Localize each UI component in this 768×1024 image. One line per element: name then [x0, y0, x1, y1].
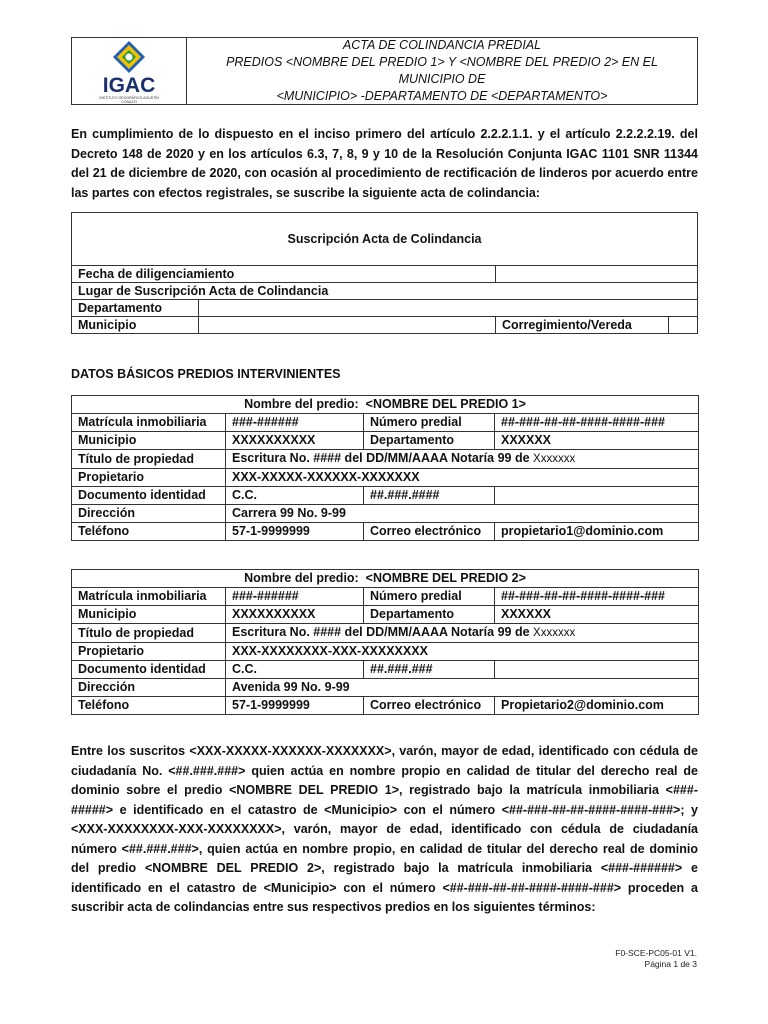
predio-2-municipio: XXXXXXXXXX	[226, 606, 364, 624]
telefono-label: Teléfono	[72, 697, 226, 715]
predio-1-caption	[72, 396, 699, 414]
predio-1-titulo-lugar: Xxxxxxx	[533, 453, 576, 465]
municipio-label: Municipio	[72, 317, 199, 334]
correo-label: Correo electrónico	[364, 697, 495, 715]
predio-1-correo: propietario1@dominio.com	[495, 523, 699, 541]
predio-1-telefono: 57-1-9999999	[226, 523, 364, 541]
documento-label: Documento identidad	[72, 487, 226, 505]
page-number: Página 1 de 3	[644, 959, 697, 969]
igac-emblem-icon	[112, 40, 146, 76]
document-footer	[615, 948, 697, 970]
document-header	[71, 37, 698, 105]
title-line-3: <MUNICIPIO> -DEPARTAMENTO DE <DEPARTAMENTO>	[276, 89, 608, 103]
lugar-label: Lugar de Suscripción Acta de Colindancia	[72, 283, 698, 300]
predio-2-name: <NOMBRE DEL PREDIO 2>	[365, 571, 526, 585]
predio-2-direccion: Avenida 99 No. 9-99	[226, 679, 699, 697]
title-line-2: PREDIOS <NOMBRE DEL PREDIO 1> Y <NOMBRE DEL PREDIO 2> EN EL MUNICIPIO DE	[226, 55, 658, 86]
municipio-label: Municipio	[72, 606, 226, 624]
body-paragraph: Entre los suscritos <XXX-XXXXX-XXXXXX-XXXXXXX>, varón, mayor de edad, identificado con cédula de ciudadanía No. <##.###.###> quien actúa en nombre propio en calidad de titular del derecho real de dominio sobre el predio <NOMBRE DEL PREDIO 1>, registrado bajo la matrícula inmobiliaria <###-#####> e identificado en el catastro de <Municipio> con el número <##-###-##-##-####-####-###>; y <XXX-XXXXXXXX-XXX-XXXXXXXX>, varón, mayor de edad, identificado con cédula de ciudadanía número <##.###.###>, quien actúa en nombre propio, en calidad de titular del derecho real de dominio del predio <NOMBRE DEL PREDIO 2>, registrado bajo la matrícula inmobiliaria <###-######> e identificado en el catastro de <Municipio> con el número <##-###-##-##-####-####-###> proceden a suscribir acta de colindancias entre sus respectivos predios en los siguientes términos:	[71, 744, 698, 914]
igac-logo	[72, 38, 187, 104]
correo-label: Correo electrónico	[364, 523, 495, 541]
numero-predial-label: Número predial	[364, 588, 495, 606]
predio-1-direccion: Carrera 99 No. 9-99	[226, 505, 699, 523]
direccion-label: Dirección	[72, 679, 226, 697]
municipio-label: Municipio	[72, 432, 226, 450]
propietario-label: Propietario	[72, 643, 226, 661]
departamento-label: Departamento	[364, 432, 495, 450]
nombre-predio-label: Nombre del predio:	[244, 571, 359, 585]
municipio-value[interactable]	[199, 317, 496, 334]
propietario-label: Propietario	[72, 469, 226, 487]
departamento-label: Departamento	[72, 300, 199, 317]
predio-2-matricula: ###-######	[226, 588, 364, 606]
predio-2-caption	[72, 570, 699, 588]
predio-1-departamento: XXXXXX	[495, 432, 699, 450]
titulo-label: Título de propiedad	[72, 450, 226, 469]
predio-2-telefono: 57-1-9999999	[226, 697, 364, 715]
section-title: DATOS BÁSICOS PREDIOS INTERVINIENTES	[71, 367, 341, 381]
intro-paragraph: En cumplimiento de lo dispuesto en el inciso primero del artículo 2.2.2.1.1. y el artículo 2.2.2.2.19. del Decreto 148 de 2020 y en los artículos 6.3, 7, 8, 9 y 10 de la Resolución Conjunta IGAC 1101 SNR 11344 del 21 de diciembre de 2020, con ocasión al procedimiento de rectificación de linderos por acuerdo entre las partes con efectos registrales, se suscribe la siguiente acta de colindancia:	[71, 127, 698, 200]
fecha-value[interactable]	[495, 266, 697, 283]
predio-2-propietario: XXX-XXXXXXXX-XXX-XXXXXXXX	[226, 643, 699, 661]
suscripcion-table	[71, 212, 698, 334]
predio-1-titulo-text: Escritura No. #### del DD/MM/AAAA Notaría 99 de	[232, 451, 530, 465]
titulo-label: Título de propiedad	[72, 624, 226, 643]
predio-1-documento-extra	[495, 487, 699, 505]
fecha-label: Fecha de diligenciamiento	[72, 266, 496, 283]
direccion-label: Dirección	[72, 505, 226, 523]
predio-1-table	[71, 395, 699, 541]
predio-2-documento-extra	[495, 661, 699, 679]
corregimiento-value[interactable]	[668, 317, 697, 334]
title-line-1: ACTA DE COLINDANCIA PREDIAL	[342, 38, 542, 52]
numero-predial-label: Número predial	[364, 414, 495, 432]
predio-2-titulo	[226, 624, 699, 643]
predio-2-titulo-text: Escritura No. #### del DD/MM/AAAA Notaría 99 de	[232, 625, 530, 639]
nombre-predio-label: Nombre del predio:	[244, 397, 359, 411]
predio-1-matricula: ###-######	[226, 414, 364, 432]
predio-2-numero-predial: ##-###-##-##-####-####-###	[495, 588, 699, 606]
predio-1-documento-tipo: C.C.	[226, 487, 364, 505]
predio-2-documento-tipo: C.C.	[226, 661, 364, 679]
predio-1-numero-predial: ##-###-##-##-####-####-###	[495, 414, 699, 432]
predio-1-documento-numero: ##.###.####	[364, 487, 495, 505]
predio-2-documento-numero: ##.###.###	[364, 661, 495, 679]
predio-2-table	[71, 569, 699, 715]
suscripcion-title: Suscripción Acta de Colindancia	[72, 213, 698, 266]
predio-1-titulo	[226, 450, 699, 469]
predio-1-propietario: XXX-XXXXX-XXXXXX-XXXXXXX	[226, 469, 699, 487]
telefono-label: Teléfono	[72, 523, 226, 541]
matricula-label: Matrícula inmobiliaria	[72, 588, 226, 606]
matricula-label: Matrícula inmobiliaria	[72, 414, 226, 432]
form-code: F0-SCE-PC05-01 V1.	[615, 948, 697, 958]
logo-subtext: INSTITUTO GEOGRÁFICO AGUSTÍN CODAZZI	[99, 96, 159, 104]
predio-2-titulo-lugar: Xxxxxxx	[533, 627, 576, 639]
predio-1-name: <NOMBRE DEL PREDIO 1>	[365, 397, 526, 411]
documento-label: Documento identidad	[72, 661, 226, 679]
predio-1-municipio: XXXXXXXXXX	[226, 432, 364, 450]
corregimiento-label: Corregimiento/Vereda	[495, 317, 668, 334]
departamento-label: Departamento	[364, 606, 495, 624]
logo-text: IGAC	[102, 74, 156, 97]
departamento-value[interactable]	[199, 300, 698, 317]
predio-2-departamento: XXXXXX	[495, 606, 699, 624]
predio-2-correo: Propietario2@dominio.com	[495, 697, 699, 715]
document-title	[187, 38, 697, 104]
